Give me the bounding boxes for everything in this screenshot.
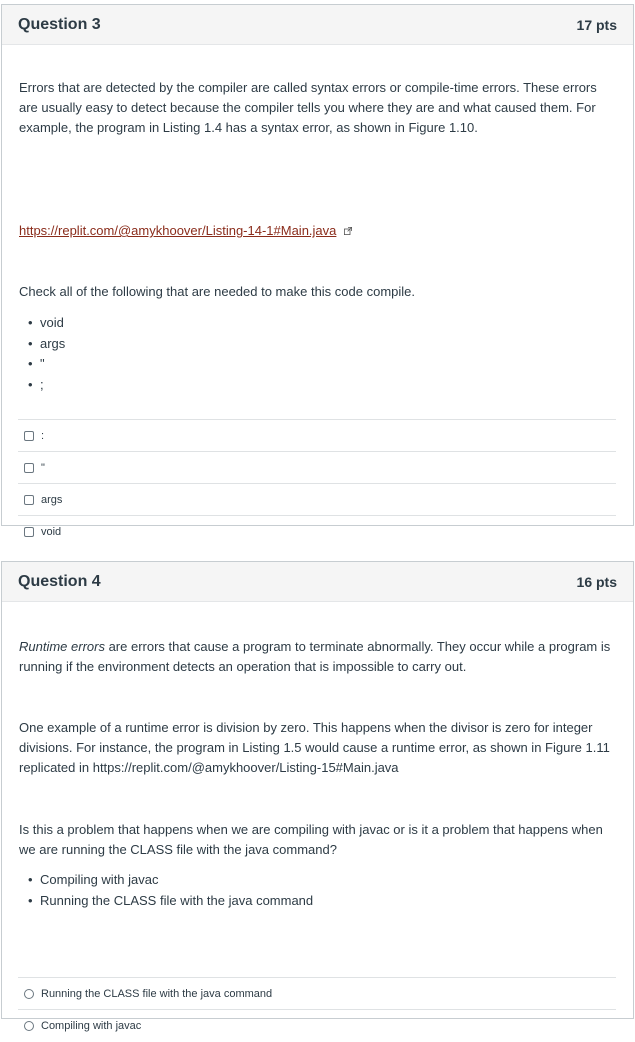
answer-option[interactable] bbox=[18, 978, 616, 1010]
question-intro-text: Errors that are detected by the compiler are called syntax errors or compile-time errors. These errors are usually easy to detect because the compiler tells you where they are and what caused them. For example, the program in Listing 1.4 has a syntax error, as shown in Figure 1.10. bbox=[19, 80, 597, 135]
question-points: 17 pts bbox=[576, 16, 617, 33]
hint-bullet-list bbox=[28, 870, 313, 911]
bullet-item: • Running the CLASS file with the java command bbox=[28, 891, 313, 912]
question-title: Question 4 bbox=[18, 572, 101, 590]
checkbox[interactable] bbox=[24, 431, 34, 441]
answer-label: Compiling with javac bbox=[41, 1020, 142, 1032]
answer-option[interactable] bbox=[18, 484, 616, 516]
answer-option[interactable] bbox=[18, 420, 616, 452]
question-4-card bbox=[1, 561, 634, 1032]
bullet-item: • args bbox=[28, 334, 65, 355]
answer-label: args bbox=[41, 493, 63, 506]
radio-button[interactable] bbox=[24, 1021, 34, 1031]
division-by-zero-paragraph: One example of a runtime error is division by zero. This happens when the divisor is zero for integer divisions. For instance, the program in Listing 1.5 would cause a runtime error, as shown in Figure 1.11 replicated in https://replit.com/@amykhoover/Listing-15#Main.java bbox=[19, 720, 610, 775]
answer-list bbox=[18, 977, 616, 1042]
answer-label: " bbox=[41, 461, 45, 474]
question-title: Question 3 bbox=[18, 15, 101, 33]
question-prompt: Check all of the following that are needed to make this code compile. bbox=[19, 284, 416, 299]
answer-option[interactable] bbox=[18, 452, 616, 484]
checkbox[interactable] bbox=[24, 463, 34, 473]
checkbox[interactable] bbox=[24, 495, 34, 505]
question-3-card bbox=[1, 4, 634, 538]
runtime-errors-definition: are errors that cause a program to terminate abnormally. They occur while a program is running if the environment detects an operation that is impossible to carry out. bbox=[19, 639, 611, 674]
bullet-item: • " bbox=[28, 354, 65, 375]
question-header bbox=[2, 5, 633, 45]
external-link-icon bbox=[344, 227, 352, 235]
bullet-item: • Compiling with javac bbox=[28, 870, 313, 891]
answer-list bbox=[18, 419, 616, 548]
question-points: 16 pts bbox=[576, 573, 617, 590]
question-link-line bbox=[19, 221, 616, 241]
answer-option[interactable] bbox=[18, 516, 616, 548]
answer-option[interactable] bbox=[18, 1010, 616, 1042]
runtime-errors-paragraph bbox=[19, 637, 616, 677]
bullet-item: • ; bbox=[28, 375, 65, 396]
hint-bullet-list bbox=[28, 313, 65, 395]
bullet-item: • void bbox=[28, 313, 65, 334]
answer-label: Running the CLASS file with the java command bbox=[41, 987, 273, 1000]
radio-button[interactable] bbox=[24, 989, 34, 999]
replit-link[interactable]: https://replit.com/@amykhoover/Listing-14-1#Main.java bbox=[19, 223, 337, 238]
question-prompt: Is this a problem that happens when we are compiling with javac or is it a problem that happens when we are running the CLASS file with the java command? bbox=[19, 822, 603, 857]
question-header bbox=[2, 562, 633, 602]
answer-label: : bbox=[41, 429, 45, 442]
runtime-errors-term: Runtime errors bbox=[19, 639, 105, 654]
checkbox[interactable] bbox=[24, 527, 34, 537]
answer-label: void bbox=[41, 526, 62, 538]
